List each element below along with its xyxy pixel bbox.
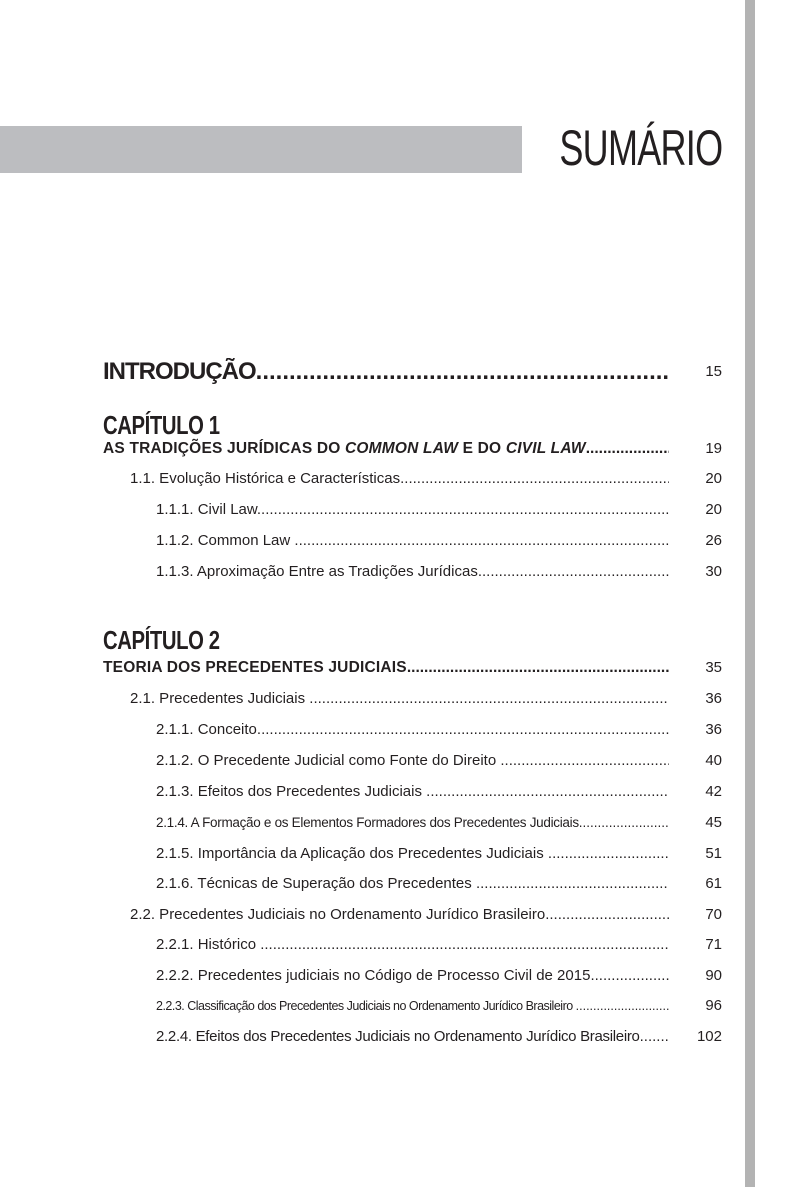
header-bar bbox=[0, 126, 522, 173]
toc-entry[interactable] bbox=[0, 842, 722, 866]
toc-page: 70 bbox=[705, 906, 722, 923]
page-title: SUMÁRIO bbox=[559, 120, 722, 176]
toc-page: 20 bbox=[705, 470, 722, 487]
toc-entry[interactable] bbox=[0, 1025, 722, 1049]
toc-entry[interactable] bbox=[0, 933, 722, 957]
toc-page: 96 bbox=[705, 997, 722, 1014]
toc-entry[interactable] bbox=[0, 903, 722, 927]
toc-label: 1.1.1. Civil Law ..... bbox=[156, 501, 669, 518]
toc-page: 26 bbox=[705, 532, 722, 549]
toc-label: 2.2.2. Precedentes judiciais no Código de Processo Civil de 2015 ..... bbox=[156, 967, 669, 984]
toc-entry[interactable] bbox=[0, 560, 722, 584]
toc-page: 102 bbox=[696, 1028, 722, 1045]
toc-page: 45 bbox=[705, 814, 722, 831]
toc-label: INTRODUÇÃO ..... bbox=[103, 358, 669, 385]
toc-page: 51 bbox=[705, 845, 722, 862]
toc-entry[interactable] bbox=[0, 964, 722, 988]
toc-page: 30 bbox=[705, 563, 722, 580]
chapter-heading: CAPÍTULO 2 bbox=[103, 625, 220, 655]
toc-page: 71 bbox=[705, 936, 722, 953]
toc-label: 2.2. Precedentes Judiciais no Ordenamento Jurídico Brasileiro ..... bbox=[130, 906, 669, 923]
toc-label: 2.2.4. Efeitos dos Precedentes Judiciais no Ordenamento Jurídico Brasileiro ..... bbox=[156, 1028, 669, 1045]
toc-entry-chapter-2[interactable] bbox=[0, 656, 722, 680]
toc-label: TEORIA DOS PRECEDENTES JUDICIAIS ..... bbox=[103, 659, 669, 676]
toc-entry[interactable] bbox=[0, 718, 722, 742]
toc-entry[interactable] bbox=[0, 529, 722, 553]
toc-page: 19 bbox=[705, 440, 722, 457]
toc-label: 1.1.3. Aproximação Entre as Tradições Jurídicas ..... bbox=[156, 563, 669, 580]
toc-page: 36 bbox=[705, 690, 722, 707]
chapter-heading: CAPÍTULO 1 bbox=[103, 410, 220, 440]
toc-page: 35 bbox=[705, 659, 722, 676]
toc-label: 2.2.1. Histórico ..... bbox=[156, 936, 669, 953]
toc-entry[interactable] bbox=[0, 687, 722, 711]
toc-label: 1.1.2. Common Law ..... bbox=[156, 532, 669, 549]
toc-entry[interactable] bbox=[0, 994, 722, 1018]
toc-label: 2.1. Precedentes Judiciais ..... bbox=[130, 690, 669, 707]
toc-label: 2.1.5. Importância da Aplicação dos Precedentes Judiciais ..... bbox=[156, 845, 669, 862]
toc-label: 2.1.4. A Formação e os Elementos Formadores dos Precedentes Judiciais ..... bbox=[156, 815, 669, 830]
toc-entry[interactable] bbox=[0, 811, 722, 835]
toc-entry[interactable] bbox=[0, 749, 722, 773]
toc-entry[interactable] bbox=[0, 780, 722, 804]
toc-label: 2.1.3. Efeitos dos Precedentes Judiciais ..... bbox=[156, 783, 669, 800]
toc-label: 1.1. Evolução Histórica e Características ..... bbox=[130, 470, 669, 487]
toc-label: AS TRADIÇÕES JURÍDICAS DO COMMON LAW E DO CIVIL LAW ..... bbox=[103, 440, 669, 457]
toc-entry[interactable] bbox=[0, 872, 722, 896]
toc-entry-introducao[interactable] bbox=[0, 358, 722, 385]
toc-page: 90 bbox=[705, 967, 722, 984]
toc-label: 2.1.6. Técnicas de Superação dos Precedentes ..... bbox=[156, 875, 669, 892]
toc-page: 40 bbox=[705, 752, 722, 769]
page-edge-strip bbox=[745, 0, 755, 1187]
toc-page: 61 bbox=[705, 875, 722, 892]
toc-entry[interactable] bbox=[0, 467, 722, 491]
toc-entry-chapter-1[interactable] bbox=[0, 437, 722, 461]
toc-page: 15 bbox=[705, 363, 722, 380]
toc-label: 2.1.1. Conceito ..... bbox=[156, 721, 669, 738]
toc-page: 42 bbox=[705, 783, 722, 800]
toc-label: 2.1.2. O Precedente Judicial como Fonte do Direito ..... bbox=[156, 752, 669, 769]
toc-entry[interactable] bbox=[0, 498, 722, 522]
toc-page: 20 bbox=[705, 501, 722, 518]
toc-label: 2.2.3. Classificação dos Precedentes Judiciais no Ordenamento Jurídico Brasileiro ..... bbox=[156, 999, 669, 1013]
toc-page: 36 bbox=[705, 721, 722, 738]
